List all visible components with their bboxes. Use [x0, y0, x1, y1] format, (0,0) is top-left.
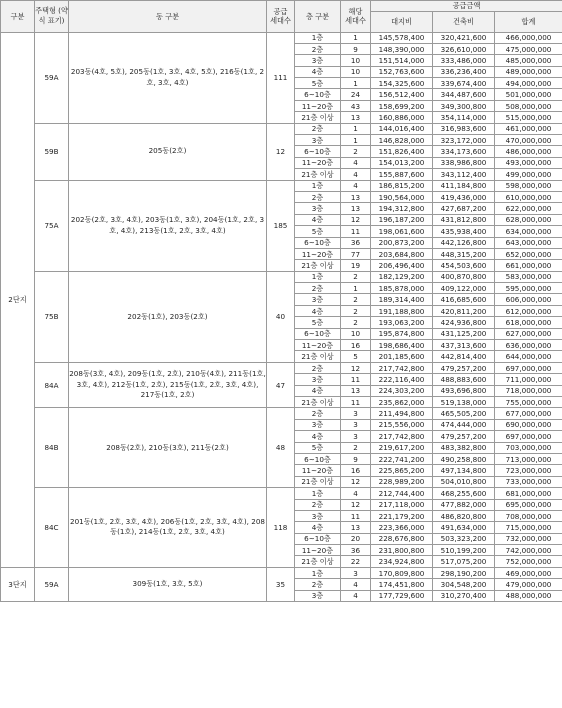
supply-cell: 40	[267, 271, 295, 362]
floor-cell: 11~20층	[295, 157, 341, 168]
units-cell: 20	[341, 533, 371, 544]
units-cell: 11	[341, 397, 371, 408]
total-price-cell: 733,000,000	[495, 476, 562, 487]
floor-cell: 4층	[295, 431, 341, 442]
floor-cell: 3층	[295, 510, 341, 521]
units-cell: 3	[341, 419, 371, 430]
floor-cell: 21층 이상	[295, 397, 341, 408]
floor-cell: 2층	[295, 408, 341, 419]
total-price-cell: 697,000,000	[495, 431, 562, 442]
units-cell: 10	[341, 328, 371, 339]
complex-name-cell: 2단지	[1, 32, 35, 567]
type-cell: 59B	[35, 123, 69, 180]
land-price-cell: 219,617,200	[371, 442, 433, 453]
table-row	[1, 271, 562, 282]
land-price-cell: 189,314,400	[371, 294, 433, 305]
floor-cell: 21층 이상	[295, 556, 341, 567]
floor-cell: 21층 이상	[295, 169, 341, 180]
total-price-cell: 711,000,000	[495, 374, 562, 385]
supply-cell: 48	[267, 408, 295, 488]
units-cell: 43	[341, 100, 371, 111]
total-price-cell: 627,000,000	[495, 328, 562, 339]
floor-cell: 1층	[295, 488, 341, 499]
build-price-cell: 483,382,800	[433, 442, 495, 453]
land-price-cell: 144,016,400	[371, 123, 433, 134]
build-price-cell: 435,938,400	[433, 226, 495, 237]
building-cell: 201동(1호, 2호, 3호, 4호), 206동(1호, 2호, 3호, 4호), 208동(1호), 214동(1호, 2호, 3호, 4호)	[69, 488, 267, 568]
total-price-cell: 703,000,000	[495, 442, 562, 453]
units-cell: 12	[341, 499, 371, 510]
type-cell: 75B	[35, 271, 69, 362]
build-price-cell: 427,687,200	[433, 203, 495, 214]
complex-name-cell: 3단지	[1, 567, 35, 601]
land-price-cell: 211,494,800	[371, 408, 433, 419]
floor-cell: 5층	[295, 226, 341, 237]
total-price-cell: 508,000,000	[495, 100, 562, 111]
build-price-cell: 419,436,000	[433, 191, 495, 202]
floor-cell: 11~20층	[295, 545, 341, 556]
supply-cell: 118	[267, 488, 295, 568]
land-price-cell: 152,763,600	[371, 66, 433, 77]
build-price-cell: 493,696,800	[433, 385, 495, 396]
land-price-cell: 148,390,000	[371, 43, 433, 54]
land-price-cell: 182,129,200	[371, 271, 433, 282]
build-price-cell: 474,444,000	[433, 419, 495, 430]
build-price-cell: 479,257,200	[433, 362, 495, 373]
build-price-cell: 298,190,200	[433, 567, 495, 578]
build-price-cell: 323,172,000	[433, 135, 495, 146]
units-cell: 4	[341, 157, 371, 168]
type-cell: 84B	[35, 408, 69, 488]
land-price-cell: 195,874,800	[371, 328, 433, 339]
units-cell: 2	[341, 294, 371, 305]
units-cell: 16	[341, 465, 371, 476]
floor-cell: 11~20층	[295, 340, 341, 351]
build-price-cell: 479,257,200	[433, 431, 495, 442]
floor-cell: 4층	[295, 305, 341, 316]
total-price-cell: 636,000,000	[495, 340, 562, 351]
land-price-cell: 194,312,800	[371, 203, 433, 214]
build-price-cell: 344,487,600	[433, 89, 495, 100]
total-price-cell: 461,000,000	[495, 123, 562, 134]
land-price-cell: 146,828,000	[371, 135, 433, 146]
total-price-cell: 469,000,000	[495, 567, 562, 578]
total-price-cell: 697,000,000	[495, 362, 562, 373]
floor-cell: 5층	[295, 442, 341, 453]
building-cell: 208동(3호, 4호), 209동(1호, 2호), 210동(4호), 211동(1호, 3호, 4호), 212동(1호, 2호), 215동(1호, 2호, 3호, 4호), 217동(1호, 2호)	[69, 362, 267, 408]
units-cell: 36	[341, 237, 371, 248]
units-cell: 2	[341, 305, 371, 316]
build-price-cell: 334,173,600	[433, 146, 495, 157]
build-price-cell: 343,112,400	[433, 169, 495, 180]
land-price-cell: 228,676,800	[371, 533, 433, 544]
units-cell: 13	[341, 191, 371, 202]
land-price-cell: 156,512,400	[371, 89, 433, 100]
floor-cell: 21층 이상	[295, 476, 341, 487]
total-price-cell: 486,000,000	[495, 146, 562, 157]
land-price-cell: 155,887,600	[371, 169, 433, 180]
units-cell: 5	[341, 351, 371, 362]
units-cell: 4	[341, 488, 371, 499]
units-cell: 2	[341, 146, 371, 157]
total-price-cell: 681,000,000	[495, 488, 562, 499]
total-price-cell: 755,000,000	[495, 397, 562, 408]
floor-cell: 2층	[295, 499, 341, 510]
build-price-cell: 400,870,800	[433, 271, 495, 282]
header-total: 합계	[495, 11, 562, 32]
land-price-cell: 177,729,600	[371, 590, 433, 601]
total-price-cell: 489,000,000	[495, 66, 562, 77]
building-cell: 203동(4호, 5호), 205동(1호, 3호, 4호, 5호), 216동(1호, 2호, 3호, 4호)	[69, 32, 267, 123]
build-price-cell: 409,122,000	[433, 283, 495, 294]
total-price-cell: 618,000,000	[495, 317, 562, 328]
land-price-cell: 235,862,000	[371, 397, 433, 408]
floor-cell: 11~20층	[295, 100, 341, 111]
total-price-cell: 652,000,000	[495, 248, 562, 259]
units-cell: 12	[341, 214, 371, 225]
header-price-group: 공급금액	[371, 1, 562, 12]
total-price-cell: 732,000,000	[495, 533, 562, 544]
supply-cell: 12	[267, 123, 295, 180]
build-price-cell: 465,505,200	[433, 408, 495, 419]
total-price-cell: 606,000,000	[495, 294, 562, 305]
floor-cell: 4층	[295, 385, 341, 396]
supply-cell: 47	[267, 362, 295, 408]
units-cell: 4	[341, 180, 371, 191]
build-price-cell: 320,421,600	[433, 32, 495, 43]
land-price-cell: 160,886,000	[371, 112, 433, 123]
build-price-cell: 491,634,000	[433, 522, 495, 533]
units-cell: 3	[341, 431, 371, 442]
units-cell: 1	[341, 283, 371, 294]
land-price-cell: 154,325,600	[371, 78, 433, 89]
units-cell: 1	[341, 123, 371, 134]
total-price-cell: 595,000,000	[495, 283, 562, 294]
land-price-cell: 200,873,200	[371, 237, 433, 248]
units-cell: 2	[341, 442, 371, 453]
building-cell: 202동(1호), 203동(2호)	[69, 271, 267, 362]
land-price-cell: 222,741,200	[371, 453, 433, 464]
land-price-cell: 231,800,800	[371, 545, 433, 556]
build-price-cell: 442,126,800	[433, 237, 495, 248]
build-price-cell: 448,315,200	[433, 248, 495, 259]
build-price-cell: 510,199,200	[433, 545, 495, 556]
build-price-cell: 431,125,200	[433, 328, 495, 339]
total-price-cell: 475,000,000	[495, 43, 562, 54]
building-cell: 208동(2호), 210동(3호), 211동(2호)	[69, 408, 267, 488]
floor-cell: 21층 이상	[295, 112, 341, 123]
total-price-cell: 488,000,000	[495, 590, 562, 601]
build-price-cell: 354,114,000	[433, 112, 495, 123]
build-price-cell: 338,986,800	[433, 157, 495, 168]
total-price-cell: 695,000,000	[495, 499, 562, 510]
units-cell: 16	[341, 340, 371, 351]
units-cell: 2	[341, 271, 371, 282]
header-supply: 공급 세대수	[267, 1, 295, 33]
floor-cell: 3층	[295, 135, 341, 146]
build-price-cell: 497,134,800	[433, 465, 495, 476]
header-building: 동 구분	[69, 1, 267, 33]
land-price-cell: 234,924,800	[371, 556, 433, 567]
header-land: 대지비	[371, 11, 433, 32]
header-units: 해당 세대수	[341, 1, 371, 33]
land-price-cell: 185,878,000	[371, 283, 433, 294]
build-price-cell: 503,323,200	[433, 533, 495, 544]
floor-cell: 1층	[295, 567, 341, 578]
total-price-cell: 690,000,000	[495, 419, 562, 430]
build-price-cell: 454,503,600	[433, 260, 495, 271]
units-cell: 13	[341, 522, 371, 533]
total-price-cell: 501,000,000	[495, 89, 562, 100]
type-cell: 84A	[35, 362, 69, 408]
land-price-cell: 215,556,000	[371, 419, 433, 430]
supply-cell: 35	[267, 567, 295, 601]
floor-cell: 1층	[295, 180, 341, 191]
floor-cell: 3층	[295, 374, 341, 385]
total-price-cell: 466,000,000	[495, 32, 562, 43]
floor-cell: 5층	[295, 317, 341, 328]
land-price-cell: 158,699,200	[371, 100, 433, 111]
build-price-cell: 431,812,800	[433, 214, 495, 225]
total-price-cell: 742,000,000	[495, 545, 562, 556]
floor-cell: 21층 이상	[295, 260, 341, 271]
units-cell: 24	[341, 89, 371, 100]
land-price-cell: 193,063,200	[371, 317, 433, 328]
floor-cell: 3층	[295, 55, 341, 66]
units-cell: 13	[341, 112, 371, 123]
table-body	[1, 32, 562, 602]
units-cell: 4	[341, 579, 371, 590]
total-price-cell: 499,000,000	[495, 169, 562, 180]
type-cell: 59A	[35, 32, 69, 123]
units-cell: 19	[341, 260, 371, 271]
units-cell: 36	[341, 545, 371, 556]
floor-cell: 6~10층	[295, 328, 341, 339]
units-cell: 2	[341, 317, 371, 328]
land-price-cell: 190,564,000	[371, 191, 433, 202]
units-cell: 12	[341, 476, 371, 487]
units-cell: 11	[341, 510, 371, 521]
floor-cell: 4층	[295, 522, 341, 533]
build-price-cell: 488,883,600	[433, 374, 495, 385]
build-price-cell: 504,010,800	[433, 476, 495, 487]
floor-cell: 2층	[295, 123, 341, 134]
type-cell: 59A	[35, 567, 69, 601]
floor-cell: 5층	[295, 78, 341, 89]
total-price-cell: 644,000,000	[495, 351, 562, 362]
land-price-cell: 212,744,400	[371, 488, 433, 499]
floor-cell: 2층	[295, 362, 341, 373]
land-price-cell: 217,118,000	[371, 499, 433, 510]
build-price-cell: 411,184,800	[433, 180, 495, 191]
total-price-cell: 713,000,000	[495, 453, 562, 464]
build-price-cell: 420,811,200	[433, 305, 495, 316]
land-price-cell: 151,514,000	[371, 55, 433, 66]
total-price-cell: 612,000,000	[495, 305, 562, 316]
build-price-cell: 424,936,800	[433, 317, 495, 328]
supply-cell: 111	[267, 32, 295, 123]
table-row	[1, 362, 562, 373]
type-cell: 75A	[35, 180, 69, 271]
build-price-cell: 437,313,600	[433, 340, 495, 351]
total-price-cell: 493,000,000	[495, 157, 562, 168]
land-price-cell: 191,188,800	[371, 305, 433, 316]
land-price-cell: 217,742,800	[371, 431, 433, 442]
build-price-cell: 477,882,000	[433, 499, 495, 510]
floor-cell: 3층	[295, 203, 341, 214]
units-cell: 11	[341, 226, 371, 237]
land-price-cell: 225,865,200	[371, 465, 433, 476]
units-cell: 3	[341, 567, 371, 578]
units-cell: 10	[341, 55, 371, 66]
build-price-cell: 468,255,600	[433, 488, 495, 499]
floor-cell: 1층	[295, 271, 341, 282]
total-price-cell: 479,000,000	[495, 579, 562, 590]
floor-cell: 3층	[295, 419, 341, 430]
table-row	[1, 488, 562, 499]
units-cell: 13	[341, 203, 371, 214]
land-price-cell: 228,989,200	[371, 476, 433, 487]
build-price-cell: 486,820,800	[433, 510, 495, 521]
floor-cell: 4층	[295, 66, 341, 77]
build-price-cell: 339,674,400	[433, 78, 495, 89]
land-price-cell: 151,826,400	[371, 146, 433, 157]
land-price-cell: 203,684,800	[371, 248, 433, 259]
total-price-cell: 708,000,000	[495, 510, 562, 521]
total-price-cell: 715,000,000	[495, 522, 562, 533]
build-price-cell: 519,138,000	[433, 397, 495, 408]
build-price-cell: 442,814,400	[433, 351, 495, 362]
floor-cell: 2층	[295, 283, 341, 294]
building-cell: 309동(1호, 3호, 5호)	[69, 567, 267, 601]
total-price-cell: 598,000,000	[495, 180, 562, 191]
supply-cell: 185	[267, 180, 295, 271]
build-price-cell: 333,486,000	[433, 55, 495, 66]
land-price-cell: 186,815,200	[371, 180, 433, 191]
land-price-cell: 198,686,400	[371, 340, 433, 351]
floor-cell: 4층	[295, 214, 341, 225]
header-floor: 층 구분	[295, 1, 341, 33]
floor-cell: 6~10층	[295, 89, 341, 100]
land-price-cell: 201,185,600	[371, 351, 433, 362]
build-price-cell: 336,236,400	[433, 66, 495, 77]
total-price-cell: 515,000,000	[495, 112, 562, 123]
floor-cell: 11~20층	[295, 248, 341, 259]
land-price-cell: 221,179,200	[371, 510, 433, 521]
total-price-cell: 470,000,000	[495, 135, 562, 146]
units-cell: 77	[341, 248, 371, 259]
build-price-cell: 304,548,200	[433, 579, 495, 590]
land-price-cell: 223,366,000	[371, 522, 433, 533]
total-price-cell: 661,000,000	[495, 260, 562, 271]
units-cell: 1	[341, 135, 371, 146]
units-cell: 13	[341, 385, 371, 396]
floor-cell: 1층	[295, 32, 341, 43]
floor-cell: 21층 이상	[295, 351, 341, 362]
units-cell: 4	[341, 590, 371, 601]
land-price-cell: 198,061,600	[371, 226, 433, 237]
total-price-cell: 718,000,000	[495, 385, 562, 396]
type-cell: 84C	[35, 488, 69, 568]
floor-cell: 2층	[295, 191, 341, 202]
units-cell: 4	[341, 169, 371, 180]
build-price-cell: 316,983,600	[433, 123, 495, 134]
header-type: 주택형 (약식 표기)	[35, 1, 69, 33]
units-cell: 9	[341, 43, 371, 54]
build-price-cell: 517,075,200	[433, 556, 495, 567]
table-row	[1, 180, 562, 191]
building-cell: 202동(2호, 3호, 4호), 203동(1호, 3호), 204동(1호, 2호, 3호, 4호), 213동(1호, 2호, 3호, 4호)	[69, 180, 267, 271]
table-row	[1, 123, 562, 134]
units-cell: 11	[341, 374, 371, 385]
floor-cell: 6~10층	[295, 453, 341, 464]
land-price-cell: 224,303,200	[371, 385, 433, 396]
total-price-cell: 628,000,000	[495, 214, 562, 225]
units-cell: 10	[341, 66, 371, 77]
total-price-cell: 677,000,000	[495, 408, 562, 419]
total-price-cell: 494,000,000	[495, 78, 562, 89]
units-cell: 22	[341, 556, 371, 567]
build-price-cell: 416,685,600	[433, 294, 495, 305]
total-price-cell: 583,000,000	[495, 271, 562, 282]
floor-cell: 11~20층	[295, 465, 341, 476]
land-price-cell: 170,809,800	[371, 567, 433, 578]
header-build: 건축비	[433, 11, 495, 32]
table-row	[1, 567, 562, 578]
total-price-cell: 723,000,000	[495, 465, 562, 476]
units-cell: 9	[341, 453, 371, 464]
total-price-cell: 610,000,000	[495, 191, 562, 202]
land-price-cell: 206,496,400	[371, 260, 433, 271]
building-cell: 205동(2호)	[69, 123, 267, 180]
build-price-cell: 310,270,400	[433, 590, 495, 601]
build-price-cell: 349,300,800	[433, 100, 495, 111]
floor-cell: 6~10층	[295, 533, 341, 544]
units-cell: 1	[341, 78, 371, 89]
total-price-cell: 485,000,000	[495, 55, 562, 66]
floor-cell: 2층	[295, 579, 341, 590]
land-price-cell: 174,451,800	[371, 579, 433, 590]
land-price-cell: 154,013,200	[371, 157, 433, 168]
table-row	[1, 408, 562, 419]
floor-cell: 6~10층	[295, 146, 341, 157]
floor-cell: 2층	[295, 43, 341, 54]
land-price-cell: 196,187,200	[371, 214, 433, 225]
floor-cell: 3층	[295, 590, 341, 601]
total-price-cell: 634,000,000	[495, 226, 562, 237]
units-cell: 3	[341, 408, 371, 419]
total-price-cell: 643,000,000	[495, 237, 562, 248]
table-row	[1, 32, 562, 43]
units-cell: 12	[341, 362, 371, 373]
build-price-cell: 490,258,800	[433, 453, 495, 464]
build-price-cell: 326,610,000	[433, 43, 495, 54]
total-price-cell: 622,000,000	[495, 203, 562, 214]
header-category: 구분	[1, 1, 35, 33]
floor-cell: 3층	[295, 294, 341, 305]
floor-cell: 6~10층	[295, 237, 341, 248]
total-price-cell: 752,000,000	[495, 556, 562, 567]
units-cell: 1	[341, 32, 371, 43]
land-price-cell: 217,742,800	[371, 362, 433, 373]
land-price-cell: 145,578,400	[371, 32, 433, 43]
land-price-cell: 222,116,400	[371, 374, 433, 385]
